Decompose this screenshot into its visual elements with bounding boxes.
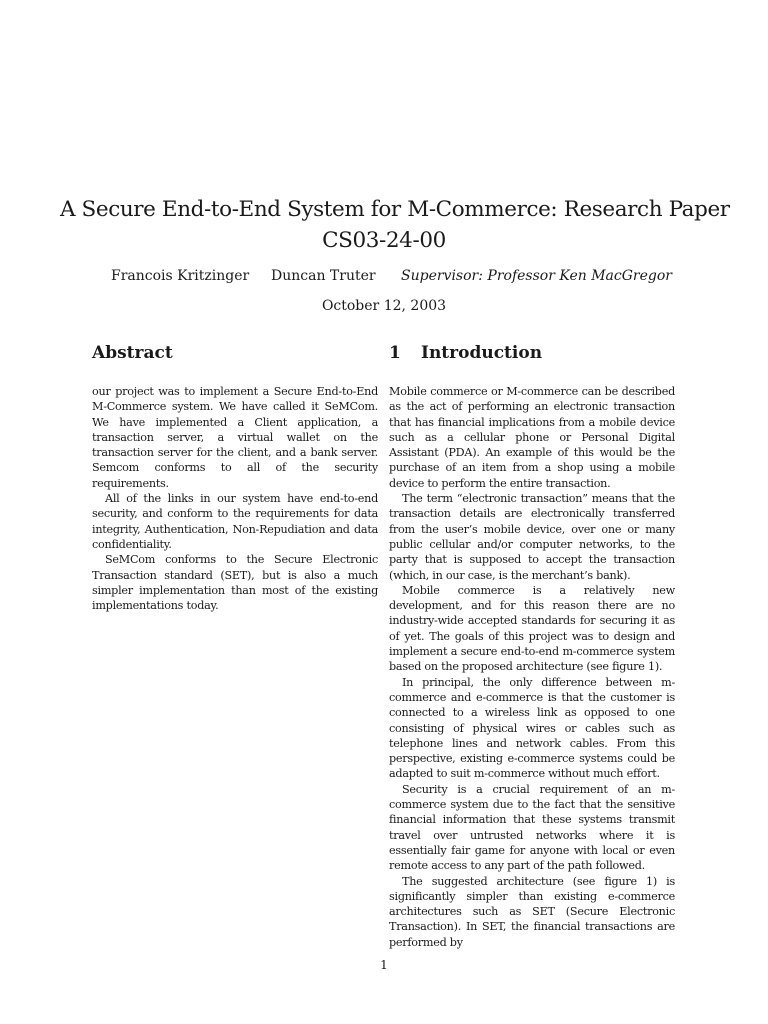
intro-paragraph-2: The term “electronic transaction” means that the transaction details are electronically transferred from the user’s mobile device, over one or many public cellular and/or computer networks, to the party that is supposed to accept the transaction (which, in our case, is the merchant’s bank). — [389, 492, 675, 582]
intro-paragraph-6: The suggested architecture (see figure 1) is significantly simpler than existing e-commerce architectures such as SET (Secure Electronic Transaction). In SET, the financial transactions are performed by — [389, 874, 675, 949]
page-number: 1 — [380, 958, 388, 972]
author-2: Duncan Truter — [271, 268, 376, 284]
paper-date: October 12, 2003 — [321, 298, 447, 314]
supervisor: Supervisor: Professor Ken MacGregor — [401, 268, 672, 284]
abstract-heading: Abstract — [92, 343, 173, 363]
intro-paragraph-5: Security is a crucial requirement of an m-commerce system due to the fact that the sensitive financial information that these systems transmit travel over untrusted networks where it is essentially fair game for anyone with local or even remote access to any part of the path followed. — [389, 782, 675, 873]
intro-paragraph-4: In principal, the only difference between m-commerce and e-commerce is that the customer is connected to a wireless link as opposed to one consisting of physical wires or cables such as telephone lines and network cables. From this perspective, existing e-commerce systems could be adapted to suit m-commerce without much effort. — [389, 675, 675, 781]
intro-paragraph-1: Mobile commerce or M-commerce can be described as the act of performing an electronic transaction that has financial implications from a mobile device such as a cellular phone or Personal Digital Assistant (PDA). An example of this would be the purchase of an item from a shop using a mobile device to perform the entire transaction. — [389, 385, 675, 490]
paper-title — [60, 194, 730, 256]
intro-paragraph-3: Mobile commerce is a relatively new development, and for this reason there are no industry-wide accepted standards for securing it as of yet. The goals of this project was to design and implement a secure end-to-end m-commerce system based on the proposed architecture (see figure 1). — [389, 583, 675, 674]
abstract-paragraph-3: SeMCom conforms to the Secure Electronic Transaction standard (SET), but is also a much simpler implementation than most of the existing implementations today. — [92, 553, 378, 613]
abstract-paragraph-2: All of the links in our system have end-to-end security, and conform to the requirements for data integrity, Authentication, Non-Repudiation and data confidentiality. — [92, 492, 378, 551]
abstract-column — [92, 343, 378, 613]
abstract-paragraph-1: our project was to implement a Secure End-to-End M-Commerce system. We have called it SeMCom. We have implemented a Client application, a transaction server, a virtual wallet on the transaction server for the client, and a bank server. Semcom conforms to all of the security requirements. — [92, 385, 378, 490]
title-line-2: CS03-24-00 — [322, 228, 446, 253]
section-number: 1 — [389, 343, 401, 363]
introduction-heading — [389, 343, 675, 365]
section-title: Introduction — [421, 343, 543, 363]
title-line-1: A Secure End-to-End System for M-Commerce: Research Paper — [60, 197, 730, 222]
author-list — [0, 268, 768, 288]
author-1: Francois Kritzinger — [111, 268, 250, 284]
introduction-column — [389, 343, 675, 950]
